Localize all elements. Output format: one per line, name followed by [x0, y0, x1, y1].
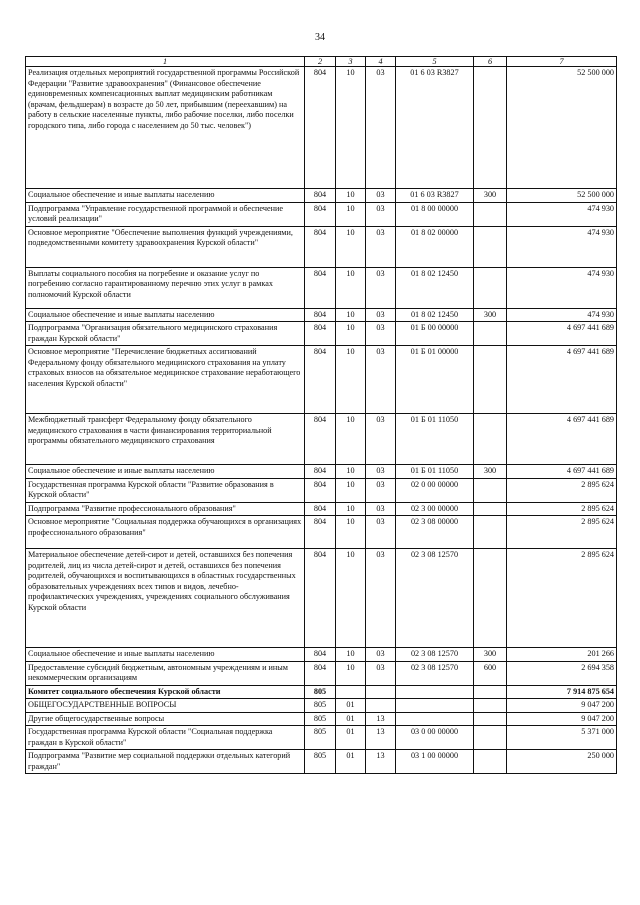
row-section-code: 10 — [336, 267, 366, 308]
budget-table — [25, 56, 617, 774]
row-section-code: 10 — [336, 414, 366, 465]
table-body — [26, 67, 617, 774]
table-row — [26, 267, 617, 308]
row-grbs-code: 804 — [305, 516, 336, 549]
column-header-5: 5 — [396, 57, 474, 67]
row-subsection-code: 03 — [366, 502, 396, 516]
row-grbs-code: 805 — [305, 712, 336, 726]
row-amount: 474 930 — [507, 308, 617, 322]
row-grbs-code: 804 — [305, 67, 336, 189]
row-expense-type-code: 300 — [474, 465, 507, 479]
row-name: Государственная программа Курской области "Развитие образования в Курской области" — [26, 478, 305, 502]
row-target-article-code: 01 8 02 00000 — [396, 226, 474, 267]
row-expense-type-code — [474, 516, 507, 549]
row-target-article-code: 02 3 08 12570 — [396, 549, 474, 648]
row-subsection-code: 03 — [366, 267, 396, 308]
row-section-code: 01 — [336, 699, 366, 713]
row-target-article-code: 02 3 08 12570 — [396, 648, 474, 662]
page-number: 34 — [315, 32, 325, 43]
table-row — [26, 202, 617, 226]
table-row — [26, 648, 617, 662]
row-grbs-code: 804 — [305, 267, 336, 308]
row-name: Основное мероприятие "Перечисление бюджетных ассигнований Федеральному фонду обязательного медицинского страхования на уплату страховых взносов на обязательное медицинское страхование неработающего населения Курской области" — [26, 346, 305, 414]
row-amount: 4 697 441 689 — [507, 346, 617, 414]
row-expense-type-code — [474, 322, 507, 346]
row-target-article-code: 01 8 02 12450 — [396, 308, 474, 322]
row-subsection-code: 03 — [366, 322, 396, 346]
row-target-article-code: 01 Б 01 11050 — [396, 465, 474, 479]
row-grbs-code: 804 — [305, 648, 336, 662]
row-name: Другие общегосударственные вопросы — [26, 712, 305, 726]
row-expense-type-code — [474, 478, 507, 502]
row-target-article-code: 01 Б 00 00000 — [396, 322, 474, 346]
row-section-code: 10 — [336, 346, 366, 414]
row-expense-type-code — [474, 267, 507, 308]
row-amount: 2 895 624 — [507, 478, 617, 502]
row-name: Комитет социального обеспечения Курской области — [26, 685, 305, 699]
row-expense-type-code: 300 — [474, 189, 507, 203]
row-section-code: 01 — [336, 712, 366, 726]
row-section-code: 10 — [336, 67, 366, 189]
row-name: Государственная программа Курской области "Социальная поддержка граждан в Курской области" — [26, 726, 305, 750]
row-subsection-code: 03 — [366, 67, 396, 189]
table-header-row — [26, 57, 617, 67]
table-row — [26, 67, 617, 189]
row-amount: 9 047 200 — [507, 712, 617, 726]
row-name: Основное мероприятие "Обеспечение выполнения функций учреждениями, подведомственными комитету здравоохранения Курской области" — [26, 226, 305, 267]
row-expense-type-code — [474, 502, 507, 516]
row-subsection-code — [366, 699, 396, 713]
row-target-article-code: 01 Б 01 00000 — [396, 346, 474, 414]
row-expense-type-code — [474, 346, 507, 414]
row-subsection-code — [366, 685, 396, 699]
row-target-article-code: 01 6 03 R3827 — [396, 189, 474, 203]
row-expense-type-code — [474, 750, 507, 774]
row-amount: 474 930 — [507, 202, 617, 226]
table-row — [26, 685, 617, 699]
row-grbs-code: 804 — [305, 308, 336, 322]
row-amount: 7 914 875 654 — [507, 685, 617, 699]
row-name: Социальное обеспечение и иные выплаты населению — [26, 189, 305, 203]
row-expense-type-code — [474, 202, 507, 226]
row-grbs-code: 804 — [305, 189, 336, 203]
row-target-article-code — [396, 699, 474, 713]
row-section-code: 10 — [336, 478, 366, 502]
row-section-code: 10 — [336, 202, 366, 226]
row-amount: 9 047 200 — [507, 699, 617, 713]
row-section-code: 01 — [336, 750, 366, 774]
table-row — [26, 465, 617, 479]
column-header-6: 6 — [474, 57, 507, 67]
row-expense-type-code — [474, 414, 507, 465]
table-row — [26, 516, 617, 549]
row-expense-type-code — [474, 67, 507, 189]
table-row — [26, 726, 617, 750]
column-header-1: 1 — [26, 57, 305, 67]
row-subsection-code: 03 — [366, 478, 396, 502]
row-section-code: 10 — [336, 549, 366, 648]
row-section-code: 10 — [336, 189, 366, 203]
row-amount: 4 697 441 689 — [507, 414, 617, 465]
row-grbs-code: 805 — [305, 685, 336, 699]
row-amount: 2 895 624 — [507, 549, 617, 648]
row-section-code: 01 — [336, 726, 366, 750]
row-grbs-code: 804 — [305, 502, 336, 516]
row-name: Выплаты социального пособия на погребение и оказание услуг по погребению согласно гарантированному перечню этих услуг в рамках полномочий Курской области — [26, 267, 305, 308]
row-name: Подпрограмма "Организация обязательного медицинского страхования граждан Курской области" — [26, 322, 305, 346]
row-name: Подпрограмма "Развитие профессионального образования" — [26, 502, 305, 516]
row-target-article-code: 01 Б 01 11050 — [396, 414, 474, 465]
row-grbs-code: 804 — [305, 414, 336, 465]
row-amount: 474 930 — [507, 226, 617, 267]
row-target-article-code: 03 1 00 00000 — [396, 750, 474, 774]
row-name: Предоставление субсидий бюджетным, автономным учреждениям и иным некоммерческим организациям — [26, 661, 305, 685]
row-section-code: 10 — [336, 502, 366, 516]
row-grbs-code: 804 — [305, 346, 336, 414]
row-name: Реализация отдельных мероприятий государственной программы Российской Федерации "Развитие здравоохранения" (Финансовое обеспечение единовременных компенсационных выплат медицинским работникам (врачам, фельдшерам) в возрасте до 50 лет, прибывшим (переехавшим) на работу в сельские населенные пункты, либо рабочие поселки, либо поселки городского типа, либо города с населением до 50 тыс. человек") — [26, 67, 305, 189]
row-amount: 201 266 — [507, 648, 617, 662]
row-target-article-code: 02 3 08 00000 — [396, 516, 474, 549]
column-header-7: 7 — [507, 57, 617, 67]
row-expense-type-code — [474, 699, 507, 713]
column-header-2: 2 — [305, 57, 336, 67]
row-target-article-code: 01 8 02 12450 — [396, 267, 474, 308]
row-name: Социальное обеспечение и иные выплаты населению — [26, 308, 305, 322]
row-expense-type-code — [474, 726, 507, 750]
row-section-code: 10 — [336, 308, 366, 322]
row-grbs-code: 804 — [305, 202, 336, 226]
row-section-code: 10 — [336, 516, 366, 549]
column-header-3: 3 — [336, 57, 366, 67]
row-subsection-code: 03 — [366, 189, 396, 203]
row-subsection-code: 03 — [366, 226, 396, 267]
row-target-article-code: 02 0 00 00000 — [396, 478, 474, 502]
row-expense-type-code: 300 — [474, 308, 507, 322]
row-section-code: 10 — [336, 322, 366, 346]
row-target-article-code: 01 8 00 00000 — [396, 202, 474, 226]
row-amount: 5 371 000 — [507, 726, 617, 750]
row-subsection-code: 03 — [366, 308, 396, 322]
row-amount: 2 895 624 — [507, 502, 617, 516]
row-section-code — [336, 685, 366, 699]
row-amount: 2 694 358 — [507, 661, 617, 685]
row-amount: 474 930 — [507, 267, 617, 308]
row-subsection-code: 03 — [366, 465, 396, 479]
table-row — [26, 699, 617, 713]
row-grbs-code: 805 — [305, 726, 336, 750]
column-header-4: 4 — [366, 57, 396, 67]
row-grbs-code: 804 — [305, 478, 336, 502]
table-row — [26, 189, 617, 203]
row-section-code: 10 — [336, 648, 366, 662]
row-section-code: 10 — [336, 226, 366, 267]
row-subsection-code: 13 — [366, 712, 396, 726]
table-row — [26, 226, 617, 267]
table-row — [26, 661, 617, 685]
table-row — [26, 346, 617, 414]
table-row — [26, 322, 617, 346]
row-expense-type-code — [474, 685, 507, 699]
row-subsection-code: 03 — [366, 346, 396, 414]
row-grbs-code: 804 — [305, 322, 336, 346]
row-section-code: 10 — [336, 661, 366, 685]
table-row — [26, 712, 617, 726]
table-row — [26, 478, 617, 502]
row-name: ОБЩЕГОСУДАРСТВЕННЫЕ ВОПРОСЫ — [26, 699, 305, 713]
row-grbs-code: 804 — [305, 226, 336, 267]
row-name: Социальное обеспечение и иные выплаты населению — [26, 648, 305, 662]
row-target-article-code: 03 0 00 00000 — [396, 726, 474, 750]
row-grbs-code: 804 — [305, 465, 336, 479]
row-grbs-code: 805 — [305, 750, 336, 774]
row-name: Социальное обеспечение и иные выплаты населению — [26, 465, 305, 479]
table-row — [26, 750, 617, 774]
row-amount: 52 500 000 — [507, 67, 617, 189]
row-subsection-code: 03 — [366, 202, 396, 226]
row-amount: 4 697 441 689 — [507, 322, 617, 346]
row-expense-type-code: 600 — [474, 661, 507, 685]
row-subsection-code: 13 — [366, 750, 396, 774]
row-amount: 250 000 — [507, 750, 617, 774]
table-row — [26, 549, 617, 648]
row-target-article-code: 02 3 00 00000 — [396, 502, 474, 516]
row-target-article-code: 02 3 08 12570 — [396, 661, 474, 685]
row-target-article-code: 01 6 03 R3827 — [396, 67, 474, 189]
row-name: Основное мероприятие "Социальная поддержка обучающихся в организациях профессионального образования" — [26, 516, 305, 549]
row-expense-type-code — [474, 226, 507, 267]
table-row — [26, 414, 617, 465]
row-section-code: 10 — [336, 465, 366, 479]
row-target-article-code — [396, 712, 474, 726]
row-expense-type-code — [474, 549, 507, 648]
row-amount: 52 500 000 — [507, 189, 617, 203]
row-amount: 4 697 441 689 — [507, 465, 617, 479]
table-row — [26, 308, 617, 322]
row-subsection-code: 03 — [366, 414, 396, 465]
row-expense-type-code — [474, 712, 507, 726]
row-name: Подпрограмма "Управление государственной программой и обеспечение условий реализации" — [26, 202, 305, 226]
row-target-article-code — [396, 685, 474, 699]
row-subsection-code: 03 — [366, 661, 396, 685]
row-subsection-code: 03 — [366, 516, 396, 549]
row-name: Подпрограмма "Развитие мер социальной поддержки отдельных категорий граждан" — [26, 750, 305, 774]
row-subsection-code: 13 — [366, 726, 396, 750]
row-expense-type-code: 300 — [474, 648, 507, 662]
row-subsection-code: 03 — [366, 648, 396, 662]
row-name: Материальное обеспечение детей-сирот и детей, оставшихся без попечения родителей, лиц из числа детей-сирот и детей, оставшихся без попечения родителей, обучающихся и воспитывающихся в областных государственных образовательных учреждениях всех типов и видов, лечебно-профилактических учреждениях, учреждениях социального обслуживания Курской области — [26, 549, 305, 648]
table-row — [26, 502, 617, 516]
row-subsection-code: 03 — [366, 549, 396, 648]
row-grbs-code: 804 — [305, 661, 336, 685]
row-grbs-code: 804 — [305, 549, 336, 648]
row-amount: 2 895 624 — [507, 516, 617, 549]
row-name: Межбюджетный трансферт Федеральному фонду обязательного медицинского страхования в части финансирования территориальной программы обязательного медицинского страхования — [26, 414, 305, 465]
row-grbs-code: 805 — [305, 699, 336, 713]
